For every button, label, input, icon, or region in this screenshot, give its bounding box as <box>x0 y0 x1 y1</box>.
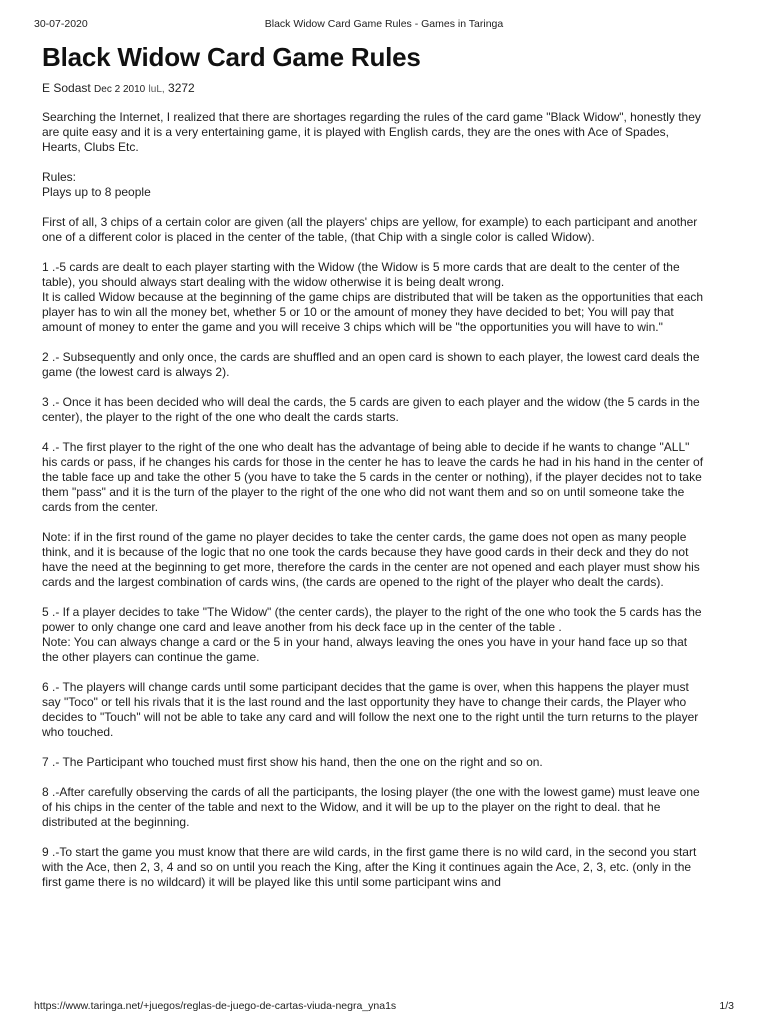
print-header <box>34 18 734 32</box>
article-title: Black Widow Card Game Rules <box>42 42 421 72</box>
paragraph-line: Plays up to 8 people <box>42 185 151 199</box>
paragraph-line: It is called Widow because at the beginning of the game chips are distributed that will be taken as the opportunities that each player has to win all the money bet, whether 5 or 10 or the amount of money they have decided to bet; You will pay that amount of money to enter the game and you will receive 3 chips which will be "the opportunities you will have to win." <box>42 290 704 334</box>
print-page-title: Black Widow Card Game Rules - Games in Taringa <box>264 18 504 30</box>
article-paragraph: 2 .- Subsequently and only once, the cards are shuffled and an open card is shown to each player, the lowest card deals the game (the lowest card is always 2). <box>42 350 700 379</box>
article-paragraph <box>42 605 706 665</box>
paragraph-line: 5 .- If a player decides to take "The Widow" (the center cards), the player to the right of the one who took the 5 cards has the power to only change one card and leave another from his deck face up in the center of the table . <box>42 605 702 634</box>
views-count: 3272 <box>168 81 195 95</box>
article-paragraph: 3 .- Once it has been decided who will deal the cards, the 5 cards are given to each player and the widow (the 5 cards in the center), the player to the right of the one who dealt the cards starts. <box>42 395 700 424</box>
print-date: 30-07-2020 <box>34 18 88 30</box>
article-paragraph: 8 .-After carefully observing the cards of all the participants, the losing player (the one with the lowest game) must leave one of his chips in the center of the table and next to the Widow, and it will be up to the player on the right to deal. that he distributed at the beginning. <box>42 785 700 829</box>
article-paragraph: 7 .- The Participant who touched must first show his hand, then the one on the right and so on. <box>42 755 543 769</box>
print-url[interactable]: https://www.taringa.net/+juegos/reglas-de-juego-de-cartas-viuda-negra_yna1s <box>34 1000 397 1012</box>
post-date: Dec 2 2010 <box>94 84 146 95</box>
article-paragraph: 6 .- The players will change cards until some participant decides that the game is over, when this happens the player must say "Toco" or tell his rivals that it is the last round and the last opportunity they have to change their cards, the Player who decides to "Touch" will not be able to take any card and will follow the next one to the right until the turn returns to the player who touched. <box>42 680 699 739</box>
article-paragraph: Searching the Internet, I realized that there are shortages regarding the rules of the card game "Black Widow", honestly they are quite easy and it is a very entertaining game, it is played with English cards, they are the ones with Ace of Spades, Hearts, Clubs Etc. <box>42 110 701 154</box>
paragraph-line: 1 .-5 cards are dealt to each player starting with the Widow (the Widow is 5 more cards that are dealt to the center of the table), you should always start dealing with the widow otherwise it is being dealt wrong. <box>42 260 680 289</box>
article <box>42 40 706 905</box>
article-paragraph: Note: if in the first round of the game no player decides to take the center cards, the game does not open as many people think, and it is because of the logic that no one took the cards because they have good cards in their deck and they do not have the need at the beginning to get more, therefore the cards in the center are not opened and each player must show his cards and the largest combination of cards wins, (the cards are opened to the right of the player who dealt the cards). <box>42 530 700 589</box>
article-body <box>42 110 706 890</box>
views-label: luL, <box>148 84 165 95</box>
print-page-number: 1/3 <box>719 1000 734 1012</box>
print-footer <box>34 1000 734 1014</box>
article-paragraph: 9 .-To start the game you must know that there are wild cards, in the first game there is no wild card, in the second you start with the Ace, then 2, 3, 4 and so on until you reach the King, after the King it continues again the Ace, 2, 3, etc. (only in the first game there is no wildcard) it will be played like this until some participant wins and <box>42 845 697 889</box>
paragraph-line: Note: You can always change a card or the 5 in your hand, always leaving the ones you have in your hand face up so that the other players can continue the game. <box>42 635 688 664</box>
paragraph-line: Rules: <box>42 170 77 184</box>
author-link[interactable]: E Sodast <box>42 81 91 95</box>
article-paragraph <box>42 170 706 200</box>
article-paragraph: First of all, 3 chips of a certain color are given (all the players' chips are yellow, for example) to each participant and another one of a different color is placed in the center of the table, (that Chip with a single color is called Widow). <box>42 215 698 244</box>
article-paragraph <box>42 260 706 335</box>
article-paragraph: 4 .- The first player to the right of the one who dealt has the advantage of being able to decide if he wants to change "ALL" his cards or pass, if he changes his cards for those in the center he has to leave the cards he had in his hand in the center of the table face up and take the other 5 (you have to take the 5 cards in the center or nothing), if the player decides not to take them "pass" and it is the turn of the player to the right of the one who did not want them and so on until someone take the cards from the center. <box>42 440 704 514</box>
article-meta <box>42 80 706 98</box>
